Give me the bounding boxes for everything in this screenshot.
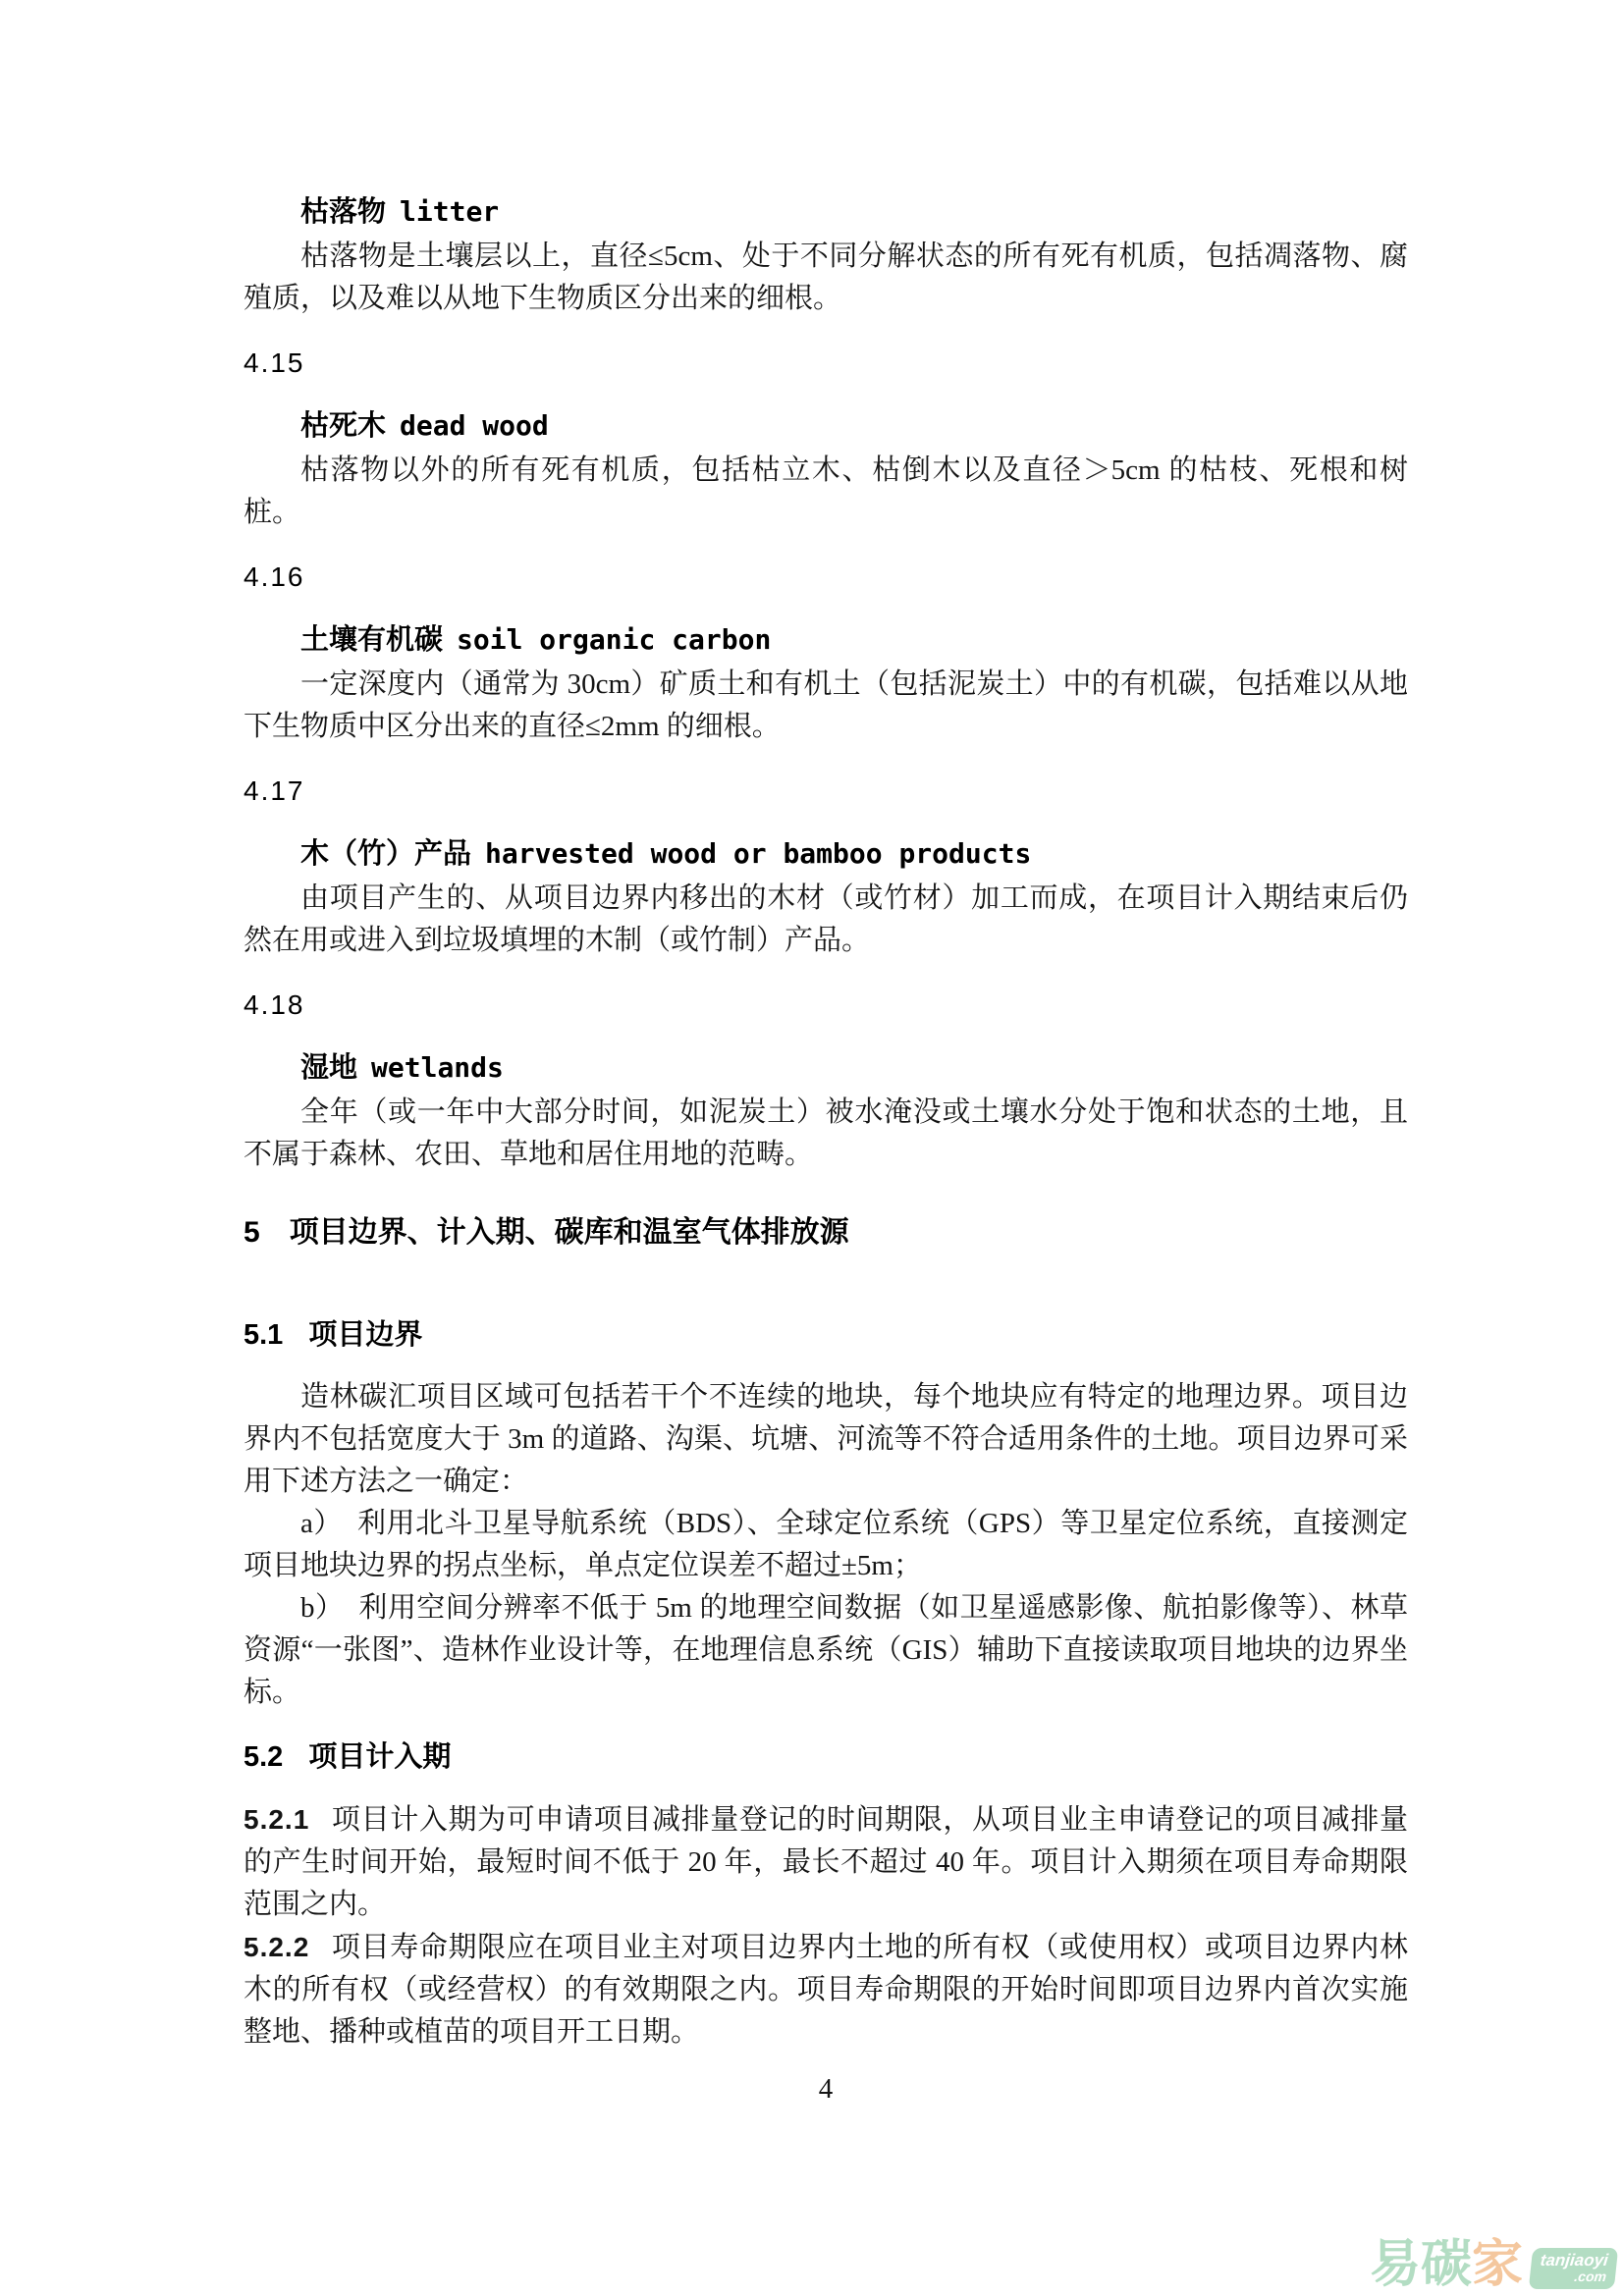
page-content [244,0,1408,2109]
term-definition-dead-wood: 枯落物以外的所有死有机质，包括枯立木、枯倒木以及直径＞5cm 的枯枝、死根和树桩。 [244,454,1408,528]
term-definition-litter: 枯落物是土壤层以上，直径≤5cm、处于不同分解状态的所有死有机质，包括凋落物、腐殖质，以及难以从地下生物质区分出来的细根。 [244,240,1408,314]
clause-5-2-1-text: 项目计入期为可申请项目减排量登记的时间期限，从项目业主申请登记的项目减排量的产生时间开始，最短时间不低于 20 年，最长不超过 40 年。项目计入期须在项目寿命期限范围之内。 [244,1804,1408,1920]
term-heading-wetlands [244,1048,1408,1088]
section-5-2-number: 5.2 [244,1741,284,1773]
term-heading-litter [244,192,1408,232]
section-5-number: 5 [244,1216,260,1249]
watermark-char-tan: 碳 [1421,2236,1473,2293]
clause-number-4-15: 4.15 [244,347,305,378]
term-zh-wood-bamboo-products: 木（竹）产品 [300,838,472,870]
clause-5-2-1-number: 5.2.1 [244,1804,310,1835]
term-heading-soil-organic-carbon [244,620,1408,660]
section-5-heading [244,1211,1408,1255]
term-zh-dead-wood: 枯死木 [300,410,387,442]
watermark-char-jia: 家 [1472,2236,1524,2293]
section-5-1-number: 5.1 [244,1319,284,1351]
section-5-1-intro: 造林碳汇项目区域可包括若干个不连续的地块，每个地块应有特定的地理边界。项目边界内不包括宽度大于 3m 的道路、沟渠、坑塘、河流等不符合适用条件的土地。项目边界可采用下述方法之一确定： [244,1381,1408,1497]
term-zh-soil-organic-carbon: 土壤有机碳 [300,624,444,656]
term-en-wood-bamboo-products: harvested wood or bamboo products [485,837,1032,870]
clause-5-2-1 [244,1798,1408,1926]
section-5-1-heading [244,1315,1408,1355]
term-heading-dead-wood [244,406,1408,446]
clause-5-2-2-number: 5.2.2 [244,1932,310,1962]
page-number: 4 [818,2073,834,2105]
section-5-1-item-a: a） 利用北斗卫星导航系统（BDS）、全球定位系统（GPS）等卫星定位系统，直接测定项目地块边界的拐点坐标，单点定位误差不超过±5m； [244,1508,1408,1581]
term-en-dead-wood: dead wood [400,409,549,442]
clause-number-4-18: 4.18 [244,989,305,1020]
section-5-title: 项目边界、计入期、碳库和温室气体排放源 [289,1216,849,1249]
term-definition-wetlands: 全年（或一年中大部分时间，如泥炭土）被水淹没或土壤水分处于饱和状态的土地，且不属于森林、农田、草地和居住用地的范畴。 [244,1096,1408,1170]
term-en-litter: litter [400,195,500,228]
term-definition-soil-organic-carbon: 一定深度内（通常为 30cm）矿质土和有机土（包括泥炭土）中的有机碳，包括难以从地下生物质中区分出来的直径≤2mm 的细根。 [244,668,1408,742]
watermark-badge-domain: tanjiaoyi [1539,2251,1609,2270]
section-5-2-title: 项目计入期 [308,1741,452,1773]
watermark-badge-tld: .com [1573,2269,1607,2285]
term-zh-wetlands: 湿地 [300,1052,358,1084]
clause-5-2-2-text: 项目寿命期限应在项目业主对项目边界内土地的所有权（或使用权）或项目边界内林木的所有权（或经营权）的有效期限之内。项目寿命期限的开始时间即项目边界内首次实施整地、播种或植苗的项目开工日期。 [244,1932,1408,2048]
term-heading-wood-bamboo-products [244,834,1408,874]
watermark-badge [1529,2248,1618,2289]
section-5-1-item-b: b） 利用空间分辨率不低于 5m 的地理空间数据（如卫星遥感影像、航拍影像等）、林草资源“一张图”、造林作业设计等，在地理信息系统（GIS）辅助下直接读取项目地块的边界坐标。 [244,1592,1408,1708]
watermark-char-yi: 易 [1369,2236,1421,2293]
term-en-soil-organic-carbon: soil organic carbon [457,623,772,656]
term-en-wetlands: wetlands [371,1051,504,1084]
clause-number-4-16: 4.16 [244,561,305,592]
section-5-1-title: 项目边界 [308,1319,423,1351]
watermark-logo-tanjiaoyi [1369,2236,1616,2293]
term-definition-wood-bamboo-products: 由项目产生的、从项目边界内移出的木材（或竹材）加工而成，在项目计入期结束后仍然在用或进入到垃圾填埋的木制（或竹制）产品。 [244,882,1408,956]
clause-number-4-17: 4.17 [244,775,305,806]
term-zh-litter: 枯落物 [300,196,387,228]
section-5-2-heading [244,1737,1408,1777]
clause-5-2-2 [244,1926,1408,2054]
